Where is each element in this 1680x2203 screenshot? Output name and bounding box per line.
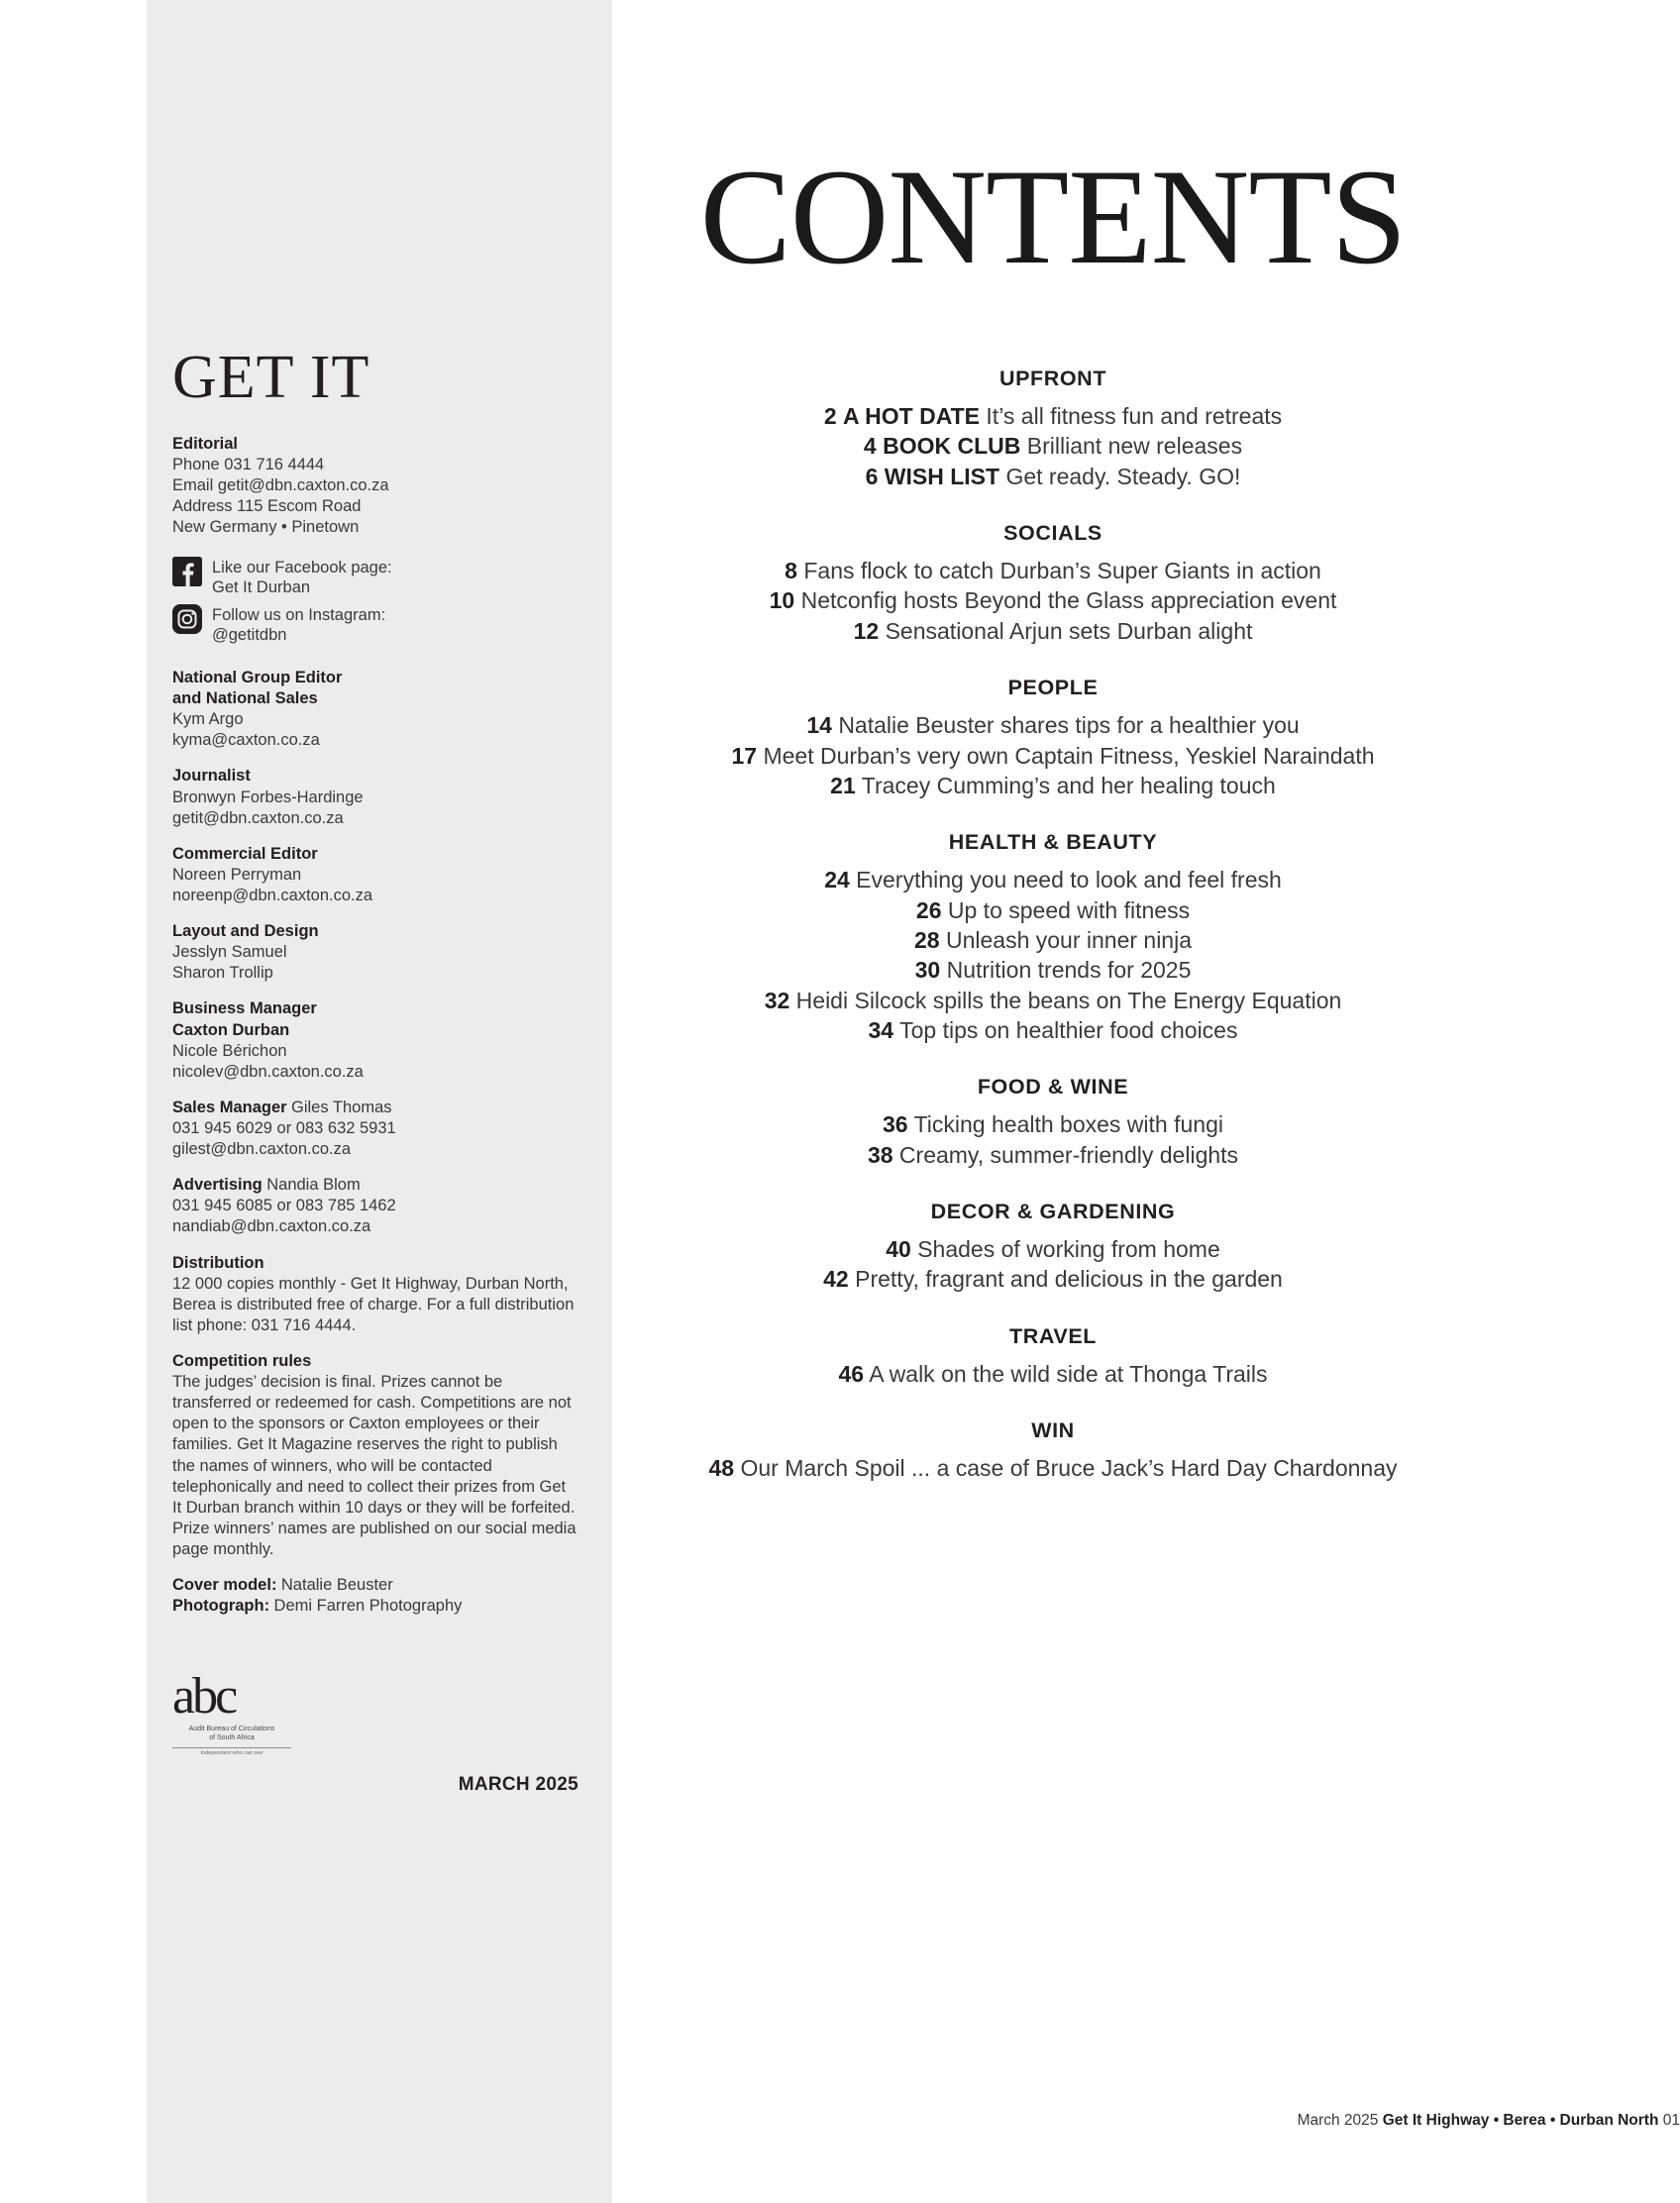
toc-entry[interactable] <box>612 1264 1494 1294</box>
editorial-city: New Germany • Pinetown <box>172 518 360 537</box>
abc-logo: abc <box>172 1668 236 1726</box>
commercial-editor-block <box>172 844 578 906</box>
toc-entry[interactable] <box>612 616 1494 646</box>
editorial-address: Address 115 Escom Road <box>172 497 362 516</box>
toc-section-win <box>612 1418 1494 1483</box>
cover-model-label: Cover model: <box>172 1576 277 1595</box>
toc-page-number: 24 <box>824 867 850 893</box>
national-editor-label: National Group Editor and National Sales <box>172 669 343 708</box>
instagram-text <box>212 604 385 646</box>
toc-entry[interactable] <box>612 741 1494 771</box>
toc-page-number: 40 <box>886 1236 911 1263</box>
advertising-label: Advertising <box>172 1176 262 1195</box>
footer-publication: Get It Highway • Berea • Durban North <box>1382 2112 1659 2129</box>
editorial-phone: Phone 031 716 4444 <box>172 456 325 474</box>
toc-entry-text: Our March Spoil ... a case of Bruce Jack’s Hard Day Chardonnay <box>740 1455 1398 1482</box>
toc-section-travel <box>612 1324 1494 1389</box>
commercial-editor-email: noreenp@dbn.caxton.co.za <box>172 887 373 905</box>
cover-photo-line <box>172 1596 578 1617</box>
social-links <box>172 557 578 647</box>
sales-manager-phones: 031 945 6029 or 083 632 5931 <box>172 1119 396 1138</box>
instagram-line1: Follow us on Instagram: <box>212 605 386 624</box>
table-of-contents <box>612 367 1494 1514</box>
toc-entry[interactable] <box>612 431 1494 461</box>
toc-entry-text: Sensational Arjun sets Durban alight <box>885 617 1253 644</box>
toc-entry-text: Shades of working from home <box>917 1236 1220 1263</box>
toc-entry-text: Natalie Beuster shares tips for a healthier you <box>838 712 1300 739</box>
journalist-block <box>172 766 578 828</box>
abc-divider <box>172 1747 291 1748</box>
toc-entry-lead: WISH LIST <box>884 463 1000 489</box>
competition-rules-text: The judges’ decision is final. Prizes cannot be transferred or redeemed for cash. Competitions are not open to the sponsors or Caxton employees or their families. Get It Magazine reserves the right to publish the names of winners, who will be contacted telephonically and need to collect their prizes from Get It Durban branch within 10 days or they will be forfeited. Prize winners’ names are published on our social media page monthly. <box>172 1373 577 1558</box>
editorial-label: Editorial <box>172 435 239 453</box>
facebook-line1: Like our Facebook page: <box>212 558 392 577</box>
issue-date: MARCH 2025 <box>458 1773 578 1795</box>
layout-design-name2: Sharon Trollip <box>172 964 273 983</box>
toc-entry[interactable] <box>612 1109 1494 1139</box>
magazine-logo: GET IT <box>172 344 370 411</box>
toc-entry[interactable] <box>612 925 1494 955</box>
toc-entry-text: Nutrition trends for 2025 <box>946 957 1192 984</box>
toc-page-number: 46 <box>838 1360 865 1387</box>
national-editor-email: kyma@caxton.co.za <box>172 731 320 750</box>
toc-page-number: 2 <box>823 403 837 429</box>
sales-manager-line <box>172 1098 578 1118</box>
journalist-label: Journalist <box>172 767 251 786</box>
cover-model-name: Natalie Beuster <box>280 1576 393 1595</box>
instagram-icon <box>172 604 202 634</box>
distribution-label: Distribution <box>172 1253 264 1272</box>
distribution-block <box>172 1253 578 1336</box>
toc-section-socials <box>612 521 1494 646</box>
toc-entry[interactable] <box>612 1140 1494 1170</box>
layout-design-block <box>172 921 578 984</box>
toc-entry[interactable] <box>612 462 1494 491</box>
toc-entry-text: Brilliant new releases <box>1026 433 1243 460</box>
toc-page-number: 10 <box>769 587 795 614</box>
section-heading: PEOPLE <box>1007 676 1099 700</box>
toc-page-number: 32 <box>764 987 790 1013</box>
footer-date: March 2025 <box>1297 2112 1379 2129</box>
business-manager-label: Business Manager Caxton Durban <box>172 999 317 1039</box>
toc-entry[interactable] <box>612 1234 1494 1264</box>
toc-section-upfront <box>612 367 1494 491</box>
toc-entry[interactable] <box>612 955 1494 985</box>
toc-entry[interactable] <box>612 710 1494 740</box>
toc-page-number: 36 <box>883 1111 908 1138</box>
toc-entry[interactable] <box>612 556 1494 585</box>
facebook-text <box>212 557 392 598</box>
toc-entry-text: Tracey Cumming’s and her healing touch <box>861 772 1276 798</box>
toc-entry-text: Ticking health boxes with fungi <box>913 1111 1223 1138</box>
toc-page-number: 8 <box>785 558 797 584</box>
abc-subtitle: Audit Bureau of Circulations of South Africa <box>188 1726 275 1742</box>
toc-entry-text: Heidi Silcock spills the beans on The Energy Equation <box>795 987 1342 1013</box>
commercial-editor-label: Commercial Editor <box>172 844 318 863</box>
advertising-line <box>172 1175 578 1196</box>
page-title: CONTENTS <box>699 141 1407 292</box>
facebook-link[interactable] <box>172 557 578 598</box>
national-editor-name: Kym Argo <box>172 710 244 729</box>
layout-design-label: Layout and Design <box>172 922 319 941</box>
toc-entry[interactable] <box>612 401 1494 431</box>
toc-section-decor-gardening <box>612 1200 1494 1295</box>
toc-entry-text: It’s all fitness fun and retreats <box>986 403 1283 429</box>
abc-logo-block <box>172 1668 578 1756</box>
journalist-name: Bronwyn Forbes-Hardinge <box>172 787 364 806</box>
toc-page-number: 21 <box>830 772 856 798</box>
toc-entry-text: Unleash your inner ninja <box>945 926 1193 953</box>
toc-entry[interactable] <box>612 771 1494 800</box>
toc-page-number: 48 <box>708 1455 735 1482</box>
instagram-link[interactable] <box>172 604 578 646</box>
toc-page-number: 6 <box>865 463 879 489</box>
facebook-icon <box>172 557 202 586</box>
cover-model-line <box>172 1575 578 1596</box>
toc-entry-text: Meet Durban’s very own Captain Fitness, Yeskiel Naraindath <box>763 742 1375 769</box>
toc-page-number: 14 <box>806 712 832 739</box>
cover-photo-label: Photograph: <box>172 1597 270 1616</box>
advertising-name: Nandia Blom <box>266 1176 361 1195</box>
cover-photo-credit: Demi Farren Photography <box>273 1597 463 1616</box>
toc-page-number: 17 <box>731 742 758 769</box>
toc-entry-text: Everything you need to look and feel fresh <box>856 867 1282 893</box>
toc-page-number: 12 <box>853 617 880 644</box>
abc-tagline: Independent who can see <box>200 1749 263 1756</box>
toc-section-health-beauty <box>612 830 1494 1045</box>
advertising-email: nandiab@dbn.caxton.co.za <box>172 1217 371 1236</box>
sales-manager-name: Giles Thomas <box>291 1098 392 1116</box>
toc-entry[interactable] <box>612 865 1494 894</box>
toc-entry-lead: BOOK CLUB <box>883 433 1021 460</box>
editorial-email: Email getit@dbn.caxton.co.za <box>172 476 389 495</box>
toc-entry-text: Top tips on healthier food choices <box>899 1017 1238 1044</box>
section-heading: HEALTH & BEAUTY <box>948 830 1158 855</box>
instagram-line2: @getitdbn <box>212 626 287 645</box>
toc-entry-text: Fans flock to catch Durban’s Super Giants in action <box>803 558 1321 584</box>
sales-manager-block <box>172 1098 578 1160</box>
advertising-block <box>172 1175 578 1237</box>
competition-rules-label: Competition rules <box>172 1352 312 1370</box>
section-heading: TRAVEL <box>1008 1323 1097 1348</box>
toc-entry[interactable] <box>612 986 1494 1015</box>
toc-entry-text: Netconfig hosts Beyond the Glass appreciation event <box>800 587 1337 614</box>
sales-manager-email: gilest@dbn.caxton.co.za <box>172 1140 352 1159</box>
toc-page-number: 34 <box>868 1017 894 1044</box>
toc-entry-text: Creamy, summer-friendly delights <box>898 1141 1239 1168</box>
commercial-editor-name: Noreen Perryman <box>172 865 302 884</box>
toc-entry-text: A walk on the wild side at Thonga Trails <box>869 1360 1268 1387</box>
toc-page-number: 42 <box>823 1266 849 1293</box>
section-heading: SOCIALS <box>1003 521 1102 546</box>
toc-entry-lead: A HOT DATE <box>843 403 981 429</box>
toc-entry[interactable] <box>612 585 1494 615</box>
layout-design-name1: Jesslyn Samuel <box>172 943 287 962</box>
footer-page-number: 01 <box>1662 2112 1680 2129</box>
section-heading: DECOR & GARDENING <box>930 1200 1176 1224</box>
section-heading: FOOD & WINE <box>977 1075 1129 1100</box>
toc-entry-text: Pretty, fragrant and delicious in the garden <box>855 1266 1283 1293</box>
journalist-email: getit@dbn.caxton.co.za <box>172 808 344 827</box>
national-editor-block <box>172 668 578 751</box>
contents-column <box>612 0 1680 2203</box>
page-footer <box>798 2112 1680 2130</box>
sales-manager-label: Sales Manager <box>172 1098 287 1116</box>
toc-page-number: 26 <box>915 896 942 923</box>
masthead-sidebar <box>147 0 612 2203</box>
advertising-phones: 031 945 6085 or 083 785 1462 <box>172 1197 396 1215</box>
section-heading: WIN <box>1031 1418 1075 1443</box>
business-manager-name: Nicole Bérichon <box>172 1041 287 1060</box>
toc-entry[interactable] <box>612 895 1494 925</box>
distribution-text: 12 000 copies monthly - Get It Highway, Durban North, Berea is distributed free of charge. For a full distribution list phone: 031 716 4444. <box>172 1274 575 1334</box>
toc-entry[interactable] <box>612 1015 1494 1045</box>
toc-section-people <box>612 676 1494 800</box>
toc-entry-text: Up to speed with fitness <box>947 896 1191 923</box>
toc-section-food-wine <box>612 1075 1494 1170</box>
competition-rules-block <box>172 1351 578 1560</box>
business-manager-email: nicolev@dbn.caxton.co.za <box>172 1062 364 1081</box>
sidebar-content <box>172 344 578 1796</box>
cover-credits-block <box>172 1575 578 1617</box>
toc-entry[interactable] <box>612 1359 1494 1389</box>
facebook-line2: Get It Durban <box>212 578 311 597</box>
toc-page-number: 38 <box>867 1141 893 1168</box>
business-manager-block <box>172 998 578 1082</box>
editorial-block <box>172 434 578 539</box>
toc-page-number: 30 <box>914 957 941 984</box>
toc-entry[interactable] <box>612 1453 1494 1483</box>
toc-page-number: 4 <box>863 433 877 460</box>
toc-page-number: 28 <box>913 926 940 953</box>
section-heading: UPFRONT <box>998 367 1107 390</box>
toc-entry-text: Get ready. Steady. GO! <box>1005 463 1241 489</box>
